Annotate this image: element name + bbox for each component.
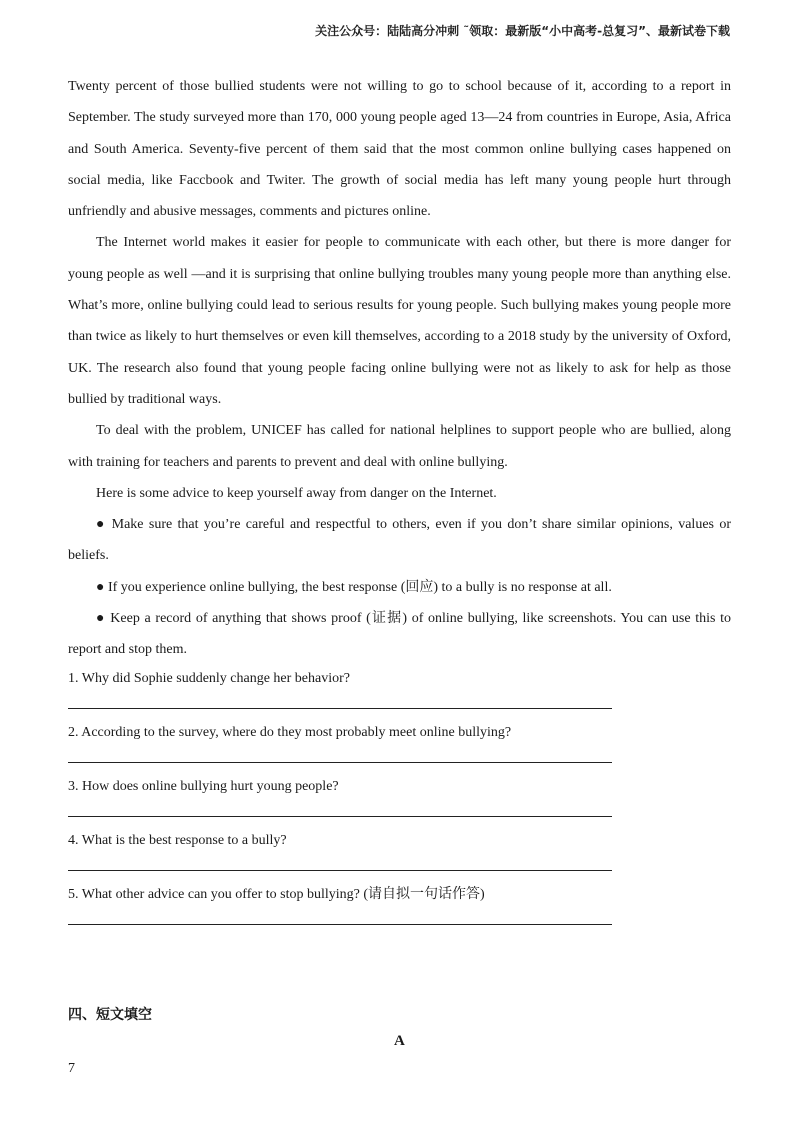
question-item xyxy=(68,723,731,763)
section-title: 四、短文填空 xyxy=(68,1007,152,1023)
question-text: 5. What other advice can you offer to stop bullying? (请自拟一句话作答) xyxy=(68,886,485,902)
paragraph-2: The Internet world makes it easier for people to communicate with each other, but there is more danger for young people as well —and it is surprising that online bullying troubles many young people more than anything else. What’s more, online bullying could lead to serious results for young people. Such bullying makes young people more than twice as likely to hurt themselves or even kill themselves, according to a 2018 study by the university of Oxford, UK. The research also found that young people facing online bullying were not as likely to ask for help as those bullied by traditional ways. xyxy=(68,235,731,407)
answer-line[interactable] xyxy=(68,924,612,925)
passage-label: A xyxy=(394,1033,405,1049)
advice-bullet-2: ● If you experience online bullying, the best response (回应) to a bully is no response at all. xyxy=(96,579,612,595)
page-number: 7 xyxy=(68,1061,75,1076)
question-text: 4. What is the best response to a bully? xyxy=(68,832,287,848)
question-item xyxy=(68,777,731,817)
answer-line[interactable] xyxy=(68,708,612,709)
header-promo: 关注公众号：陆陆高分冲刺 ˜领取：最新版“小中高考-总复习”、最新试卷下载 xyxy=(315,24,730,38)
question-item xyxy=(68,831,731,871)
question-text: 1. Why did Sophie suddenly change her behavior? xyxy=(68,670,351,686)
answer-line[interactable] xyxy=(68,762,612,763)
advice-bullet-3: ● Keep a record of anything that shows proof (证据) of online bullying, like screenshots. You can use this to report and stop them. xyxy=(68,611,731,658)
question-item xyxy=(68,885,731,925)
paragraph-4: Here is some advice to keep yourself away from danger on the Internet. xyxy=(96,485,497,501)
question-list xyxy=(68,669,731,925)
question-text: 3. How does online bullying hurt young people? xyxy=(68,778,339,794)
reading-passage xyxy=(68,71,731,925)
question-text: 2. According to the survey, where do they most probably meet online bullying? xyxy=(68,724,512,740)
paragraph-1: Twenty percent of those bullied students were not willing to go to school because of it, according to a report in September. The study surveyed more than 170, 000 young people aged 13—24 from countries in Europe, Asia, Africa and South America. Seventy-five percent of them said that the most common online bullying cases happened on social media, like Faccbook and Twiter. The growth of social media has left many young people hurt through unfriendly and abusive messages, comments and pictures online. xyxy=(68,79,731,220)
answer-line[interactable] xyxy=(68,870,612,871)
question-item xyxy=(68,669,731,709)
answer-line[interactable] xyxy=(68,816,612,817)
paragraph-3: To deal with the problem, UNICEF has called for national helplines to support people who are bullied, along with training for teachers and parents to prevent and deal with online bullying. xyxy=(68,423,731,470)
advice-bullet-1: ● Make sure that you’re careful and respectful to others, even if you don’t share similar opinions, values or beliefs. xyxy=(68,517,731,564)
